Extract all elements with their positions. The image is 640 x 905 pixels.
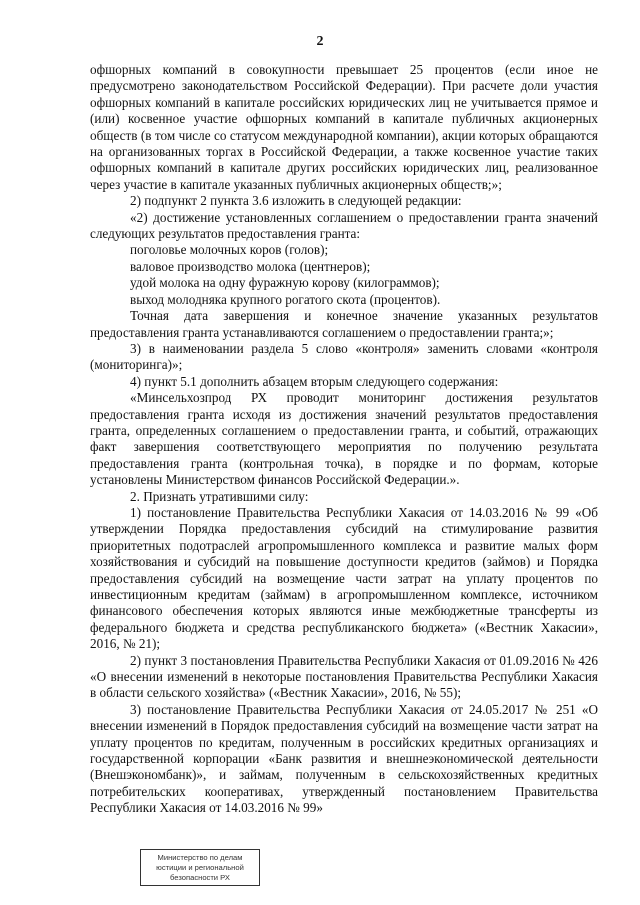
paragraph-9: 1) постановление Правительства Республики Хакасия от 14.03.2016 № 99 «Об утверждении Порядка предоставления субсидий на стимулирование развития приоритетных подотраслей агропромышленного комплекса и развитие малых форм хозяйствования и субсидий на повышение доступности кредитов (займов) и Порядка предоставления субсидий на возмещение части затрат на уплату процентов по инвестиционным кредитам (займам) в агропромышленном комплексе, источником финансового обеспечения которых являются иные межбюджетные трансферты из федерального бюджета и средства республиканского бюджета» («Вестник Хакасии», 2016, № 21); bbox=[90, 504, 598, 652]
paragraph-3: «2) достижение установленных соглашением о предоставлении гранта значений следующих результатов предоставления гранта: bbox=[90, 209, 598, 242]
document-body bbox=[90, 62, 598, 817]
paragraph-8: 2. Признать утратившими силу: bbox=[130, 488, 309, 504]
stamp-line-2: юстиции и региональной bbox=[156, 863, 244, 872]
list-item-milk: валовое производство молока (центнеров); bbox=[130, 258, 371, 274]
stamp-line-3: безопасности РХ bbox=[170, 873, 230, 882]
paragraph-11: 3) постановление Правительства Республики Хакасия от 24.05.2017 № 251 «О внесении изменений в Порядок предоставления субсидий на возмещение части затрат на уплату процентов по кредитам, полученным в российских кредитных организациях и государственной корпорации «Банк развития и внешнеэкономической деятельности (Внешэкономбанк)», и займам, полученным в сельскохозяйственных кредитных потребительских кооперативах, утвержденный постановлением Правительства Республики Хакасия от 14.03.2016 № 99» bbox=[90, 701, 598, 816]
paragraph-2: 2) подпункт 2 пункта 3.6 изложить в следующей редакции: bbox=[130, 193, 462, 209]
paragraph-1: офшорных компаний в совокупности превышает 25 процентов (если иное не предусмотрено законодательством Российской Федерации). При расчете доли участия офшорных компаний в капитале российских юридических лиц не учитывается прямое и (или) косвенное участие офшорных компаний в капитале публичных акционерных обществ (в том числе со статусом международной компании), акции которых обращаются на организованных торгах в Российской Федерации, а также косвенное участие таких офшорных компаний в капитале других российских юридических лиц, реализованное через участие в капитале указанных публичных акционерных обществ;»; bbox=[90, 62, 598, 192]
paragraph-5: 3) в наименовании раздела 5 слово «контроля» заменить словами «контроля (мониторинга)»; bbox=[90, 340, 598, 373]
paragraph-6: 4) пункт 5.1 дополнить абзацем вторым следующего содержания: bbox=[130, 373, 499, 389]
paragraph-10: 2) пункт 3 постановления Правительства Республики Хакасия от 01.09.2016 № 426 «О внесении изменений в некоторые постановления Правительства Республики Хакасия в области сельского хозяйства» («Вестник Хакасии», 2016, № 55); bbox=[90, 652, 598, 701]
list-item-calves: выход молодняка крупного рогатого скота (процентов). bbox=[130, 291, 441, 307]
list-item-cows: поголовье молочных коров (голов); bbox=[130, 242, 329, 258]
paragraph-4: Точная дата завершения и конечное значение указанных результатов предоставления гранта устанавливаются соглашением о предоставлении гранта;»; bbox=[90, 308, 598, 340]
list-item-yield: удой молока на одну фуражную корову (килограммов); bbox=[130, 275, 440, 291]
registration-stamp bbox=[140, 849, 260, 886]
page-number: 2 bbox=[316, 34, 324, 49]
paragraph-7: «Минсельхозпрод РХ проводит мониторинг достижения результатов предоставления гранта исходя из достижения значений результатов предоставления гранта, определенных соглашением о предоставлении гранта, и событий, отражающих факт завершения соответствующего мероприятия по получению результата предоставления гранта (контрольная точка), в порядке и по формам, которые установлены Министерством финансов Российской Федерации.». bbox=[90, 390, 598, 488]
stamp-line-1: Министерство по делам bbox=[157, 853, 243, 862]
